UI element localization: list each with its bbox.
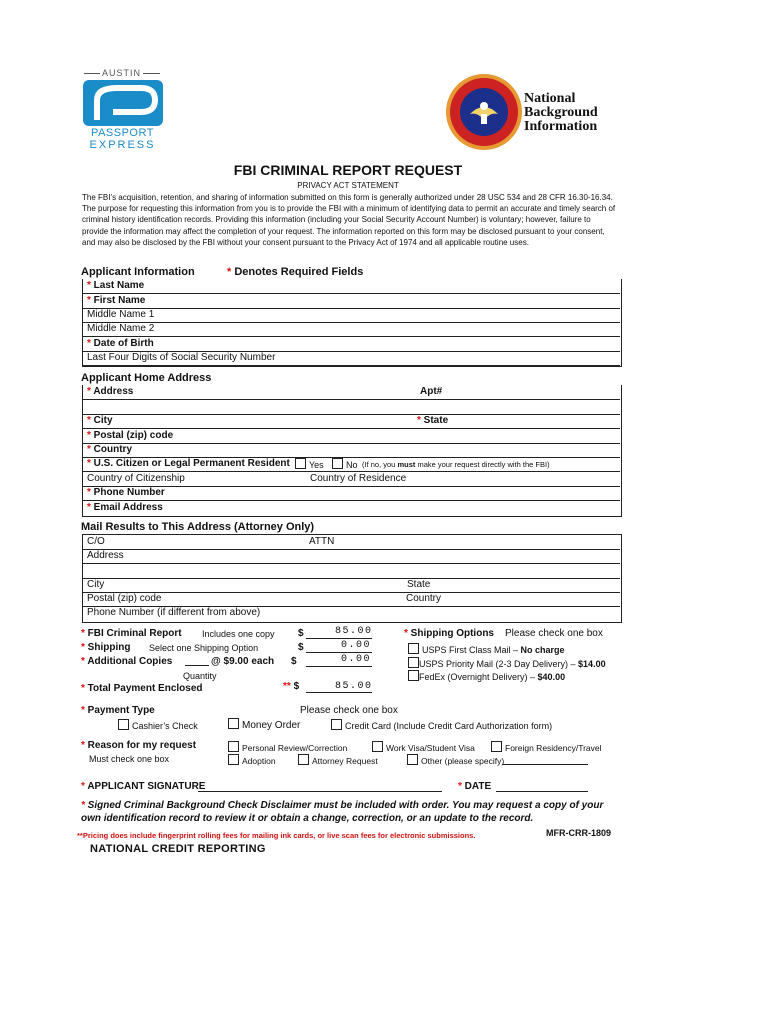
personal-review-checkbox[interactable] [228,741,239,752]
mail-postal-country-field[interactable]: Postal (zip) code Country [83,592,620,607]
applicant-info-heading: Applicant Information [81,266,195,278]
usps-first-checkbox[interactable] [408,643,419,654]
reason-note: Must check one box [89,754,170,764]
copies-amount[interactable]: 0.00 [341,654,372,665]
nbi-logo [444,72,614,154]
foreign-residency-checkbox[interactable] [491,741,502,752]
citizen-field: * U.S. Citizen or Legal Permanent Resident Yes No (If no, you must make your request directly with the FBI) [83,457,620,472]
reason-label: * Reason for my request [81,740,197,751]
report-amount-line [306,638,372,639]
nbi-line1: National [524,91,576,106]
other-checkbox[interactable] [407,754,418,765]
ssn-field[interactable]: Last Four Digits of Social Security Number [83,351,620,366]
payment-type-label: * Payment Type [81,705,155,716]
footer-text: NATIONAL CREDIT REPORTING [90,843,266,855]
money-order-checkbox[interactable] [228,718,239,729]
shipping-usps-first[interactable]: USPS First Class Mail – No charge [408,643,565,655]
nbi-line3: Information [524,119,598,134]
copies-amount-line [306,666,372,667]
reason-other[interactable]: Other (please specify) [407,754,504,766]
report-dollar: $ [298,628,304,639]
email-field[interactable]: * Email Address [87,502,163,513]
shipping-options-note: Please check one box [505,628,603,639]
total-amount-line [306,692,372,693]
residence-label: Country of Residence [310,473,407,484]
privacy-text: The FBI’s acquisition, retention, and sharing of information submitted on this form is generally authorized under 28 USC 534 and 28 CFR 16.30-16.34. The purpose for requesting this information from you is to provide the FBI with a minimum of identifying data to permit an accurate and timely search of criminal history identification records. Providing this information (including your Social Security Account Number) is voluntary; however, failure to provide the information may affect the completion of your request. The information reported on this form may be disclosed pursuant to your consent, and may also be disclosed by the FBI without your consent pursuant to the Privacy Act of 1974 and all applicable routine uses. [82,193,616,247]
date-label: * DATE [458,781,492,792]
other-specify-input[interactable] [502,764,588,765]
first-name-field[interactable]: * First Name [83,294,620,309]
home-address-heading: Applicant Home Address [81,372,212,384]
shipping-usps-priority[interactable]: USPS Priority Mail (2-3 Day Delivery) – $14.00 [408,657,606,669]
pricing-note: **Pricing does include fingerprint rolling fees for mailing ink cards, or live scan fees for electronic submissions. [77,831,476,840]
address-line-2[interactable] [83,400,620,415]
citizenship-residence-field[interactable]: Country of Citizenship Country of Residence [83,472,620,487]
middle-name-2-field[interactable]: Middle Name 2 [83,322,620,337]
city-state-field[interactable]: * City * State [83,414,620,429]
disclaimer-text: * Signed Criminal Background Check Disclaimer must be included with order. You may request a copy of your own identification record to review it or obtain a change, correction, or an update to the record. [81,800,604,824]
report-note: Includes one copy [202,629,275,639]
logo-express-text: EXPRESS [89,139,156,151]
privacy-title: PRIVACY ACT STATEMENT [297,181,399,190]
mail-city-state-field[interactable]: City State [83,578,620,593]
cashier-checkbox[interactable] [118,719,129,730]
work-visa-checkbox[interactable] [372,741,383,752]
nbi-line2: Background [524,105,598,120]
passport-emblem-icon [83,80,163,126]
fbi-report-label: * FBI Criminal Report [81,628,182,639]
citizen-yes-checkbox[interactable] [295,458,306,469]
payment-note: Please check one box [300,705,398,716]
payment-money-order[interactable]: Money Order [228,718,300,731]
date-of-birth-field[interactable]: * Date of Birth [83,337,620,352]
payment-cashier[interactable]: Cashier’s Check [118,719,198,731]
shipping-label: * Shipping [81,642,131,653]
co-attn-field[interactable]: C/O ATTN [83,535,620,550]
shipping-fedex[interactable]: FedEx (Overnight Delivery) – $40.00 [408,670,565,682]
phone-field[interactable]: * Phone Number [83,486,620,501]
quantity-label: Quantity [183,671,217,681]
country-field[interactable]: * Country [83,443,620,458]
report-amount: 85.00 [335,626,373,637]
usps-priority-checkbox[interactable] [408,657,419,668]
copies-rate: @ $9.00 each [211,656,275,667]
attorney-request-checkbox[interactable] [298,754,309,765]
signature-input[interactable] [198,791,442,792]
logo-austin-text: AUSTIN [102,68,142,78]
citizen-no-checkbox[interactable] [332,458,343,469]
mail-address-field[interactable]: Address [83,549,620,564]
payment-credit-card[interactable]: Credit Card (Include Credit Card Authorization form) [331,719,552,731]
reason-work-visa[interactable]: Work Visa/Student Visa [372,741,475,753]
credit-card-checkbox[interactable] [331,719,342,730]
address-field[interactable]: * Address Apt# [83,385,620,400]
total-amount: 85.00 [335,681,373,692]
austin-passport-logo [80,70,165,152]
required-note: * Denotes Required Fields [227,266,364,278]
reason-adoption[interactable]: Adoption [228,754,276,766]
total-dollar: ** $ [283,681,300,692]
shipping-note: Select one Shipping Option [149,643,259,653]
shipping-dollar: $ [298,642,304,653]
mail-results-heading: Mail Results to This Address (Attorney Only) [81,521,315,533]
total-label: * Total Payment Enclosed [81,683,203,694]
shipping-options-label: * Shipping Options [404,628,494,639]
copies-quantity-input[interactable] [185,665,209,666]
mail-phone-field[interactable]: Phone Number (if different from above) [87,607,261,618]
signature-label: * APPLICANT SIGNATURE [81,781,206,792]
form-code: MFR-CRR-1809 [546,828,612,838]
copies-dollar: $ [291,656,297,667]
copies-label: * Additional Copies [81,656,173,667]
postal-code-field[interactable]: * Postal (zip) code [83,429,620,444]
shipping-amount-line [306,652,372,653]
page-title: FBI CRIMINAL REPORT REQUEST [233,162,463,178]
reason-personal[interactable]: Personal Review/Correction [228,741,347,753]
reason-attorney[interactable]: Attorney Request [298,754,378,766]
date-input[interactable] [496,791,588,792]
fedex-checkbox[interactable] [408,670,419,681]
adoption-checkbox[interactable] [228,754,239,765]
logo-passport-text: PASSPORT [91,127,154,139]
nbi-seal-icon [444,72,524,152]
last-name-field[interactable]: * Last Name [83,279,620,294]
mail-address-line-2[interactable] [83,564,620,579]
shipping-amount[interactable]: 0.00 [341,640,372,651]
reason-foreign[interactable]: Foreign Residency/Travel [491,741,602,753]
apt-label: Apt# [420,386,443,397]
middle-name-1-field[interactable]: Middle Name 1 [83,308,620,323]
